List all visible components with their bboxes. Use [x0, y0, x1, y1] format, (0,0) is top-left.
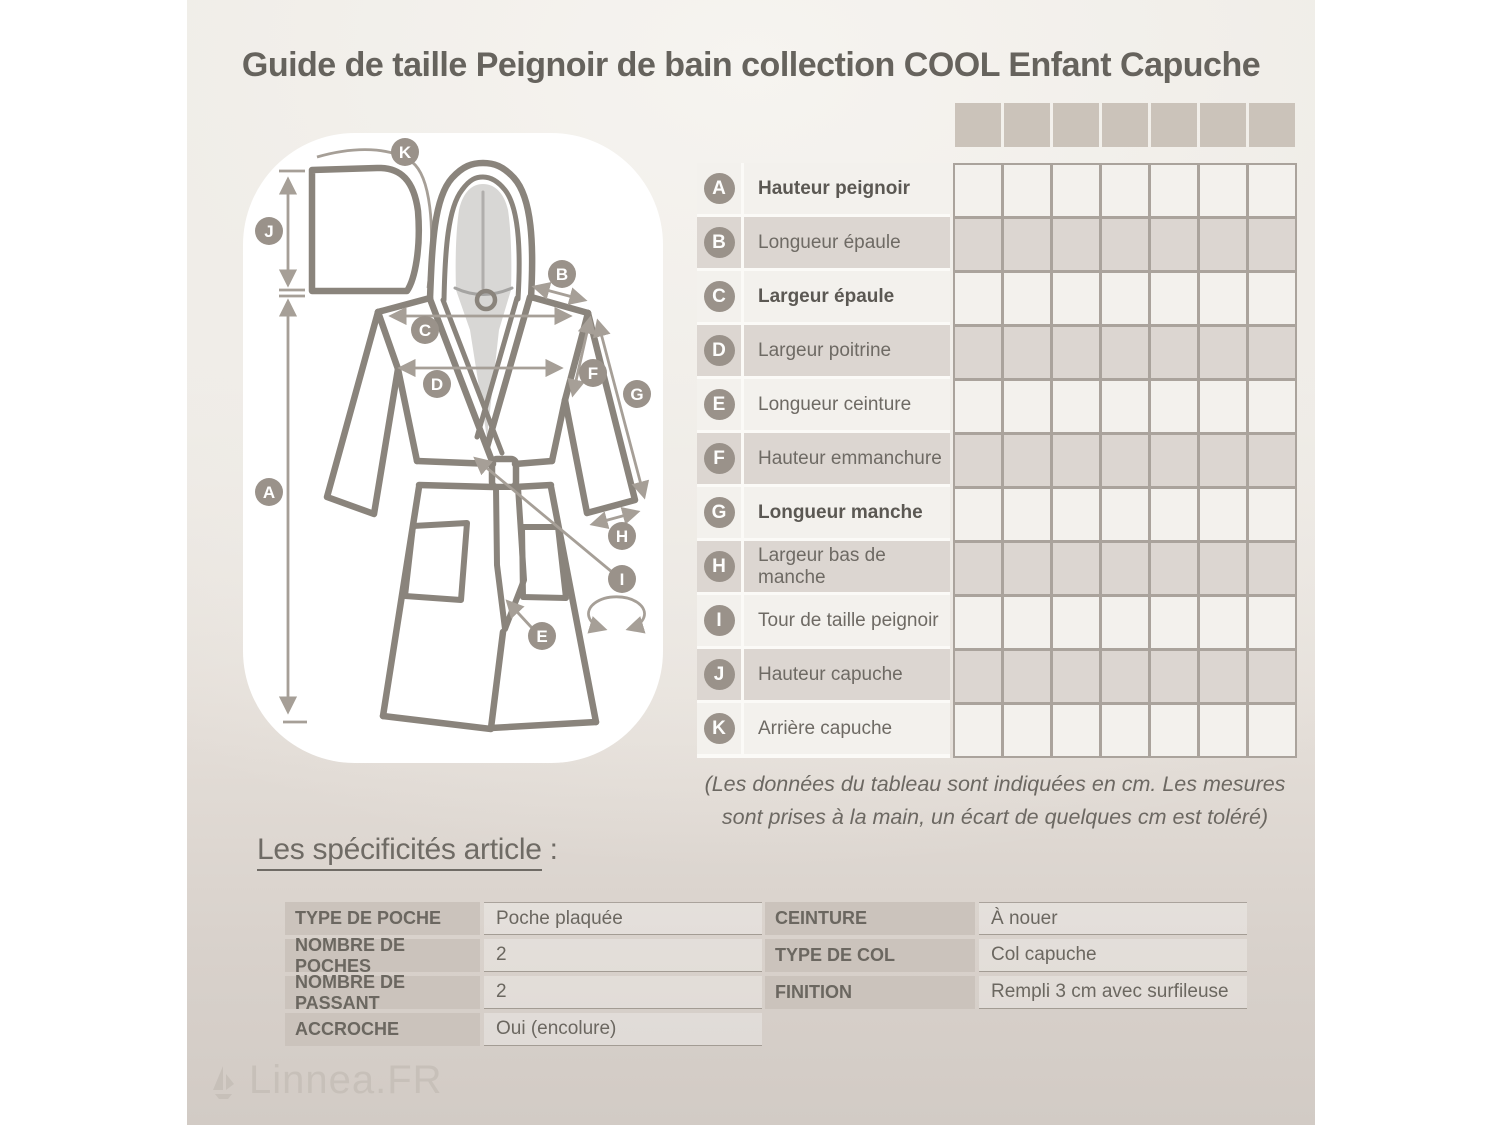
page-title: Guide de taille Peignoir de bain collection COOL Enfant Capuche [241, 46, 1261, 84]
size-value-cell [1249, 165, 1295, 216]
size-column-header-square [1200, 103, 1246, 147]
size-value-cell [1004, 219, 1050, 270]
letter-badge: K [704, 713, 735, 744]
size-value-cell [1249, 435, 1295, 486]
size-value-cell [1102, 165, 1148, 216]
size-value-cell [1200, 273, 1246, 324]
size-value-cell [1151, 489, 1197, 540]
spec-row [285, 971, 762, 1013]
letter-badge: G [704, 497, 735, 528]
size-value-cell [1102, 273, 1148, 324]
letter-cell [697, 649, 741, 700]
letter-cell [697, 703, 741, 754]
size-value-cell [1004, 381, 1050, 432]
spec-value: Rempli 3 cm avec surfileuse [979, 976, 1247, 1009]
size-value-cell [955, 165, 1001, 216]
letter-badge: C [704, 281, 735, 312]
spec-value: 2 [484, 939, 762, 972]
size-value-cell [1200, 165, 1246, 216]
watermark-boat-icon [209, 1060, 239, 1102]
size-value-cell [1151, 705, 1197, 756]
table-note-line2: sont prises à la main, un écart de quelques cm est toléré) [721, 805, 1269, 830]
measure-label: Longueur manche [744, 487, 950, 538]
size-value-cell [1102, 435, 1148, 486]
size-value-cell [1053, 489, 1099, 540]
size-value-cell [1249, 273, 1295, 324]
watermark-text: Linnea.FR [249, 1058, 443, 1102]
size-value-cell [955, 219, 1001, 270]
spec-row [765, 902, 1247, 935]
robe-measurement-diagram [243, 133, 663, 763]
letter-badge: J [704, 659, 735, 690]
measure-label: Hauteur emmanchure [744, 433, 950, 484]
svg-text:I: I [619, 570, 625, 589]
size-value-cell [1102, 327, 1148, 378]
spec-row [765, 976, 1247, 1009]
size-value-cell [1249, 219, 1295, 270]
size-value-cell [1053, 381, 1099, 432]
specs-heading [257, 833, 558, 867]
size-value-cell [1200, 435, 1246, 486]
size-value-cell [1151, 381, 1197, 432]
spec-label: FINITION [765, 976, 975, 1009]
letter-cell [697, 379, 741, 430]
size-value-cell [1151, 435, 1197, 486]
letter-badge: E [704, 389, 735, 420]
size-value-cell [1004, 435, 1050, 486]
measure-labels-grid [697, 163, 950, 758]
size-value-cell [955, 381, 1001, 432]
size-value-cell [1102, 219, 1148, 270]
marker-d [423, 370, 451, 398]
spec-row [285, 934, 762, 976]
spec-label: NOMBRE DE POCHES [285, 939, 480, 972]
size-value-cell [1249, 543, 1295, 594]
size-value-cell [955, 327, 1001, 378]
letter-badge: I [704, 605, 735, 636]
spec-row [285, 902, 762, 935]
marker-e [528, 622, 556, 650]
svg-text:B: B [555, 265, 569, 284]
letter-cell [697, 163, 741, 214]
spec-row [765, 939, 1247, 972]
spec-label: TYPE DE COL [765, 939, 975, 972]
size-value-cell [1053, 327, 1099, 378]
letter-cell [697, 271, 741, 322]
diagram-background-blob [243, 133, 663, 763]
letter-badge: B [704, 227, 735, 258]
size-value-cell [955, 489, 1001, 540]
specs-heading-text: Les spécificités article [257, 833, 542, 871]
site-watermark [209, 1058, 443, 1102]
letter-badge: H [704, 551, 735, 582]
measure-label: Hauteur peignoir [744, 163, 950, 214]
letter-badge: F [704, 443, 735, 474]
marker-j [255, 217, 283, 245]
measure-label: Largeur épaule [744, 271, 950, 322]
marker-c [411, 316, 439, 344]
size-value-cell [1053, 651, 1099, 702]
size-value-cell [1004, 597, 1050, 648]
measure-label: Arrière capuche [744, 703, 950, 754]
size-value-cell [1053, 543, 1099, 594]
size-value-cell [1053, 597, 1099, 648]
size-value-cell [1053, 705, 1099, 756]
size-value-cell [1249, 705, 1295, 756]
spec-label: ACCROCHE [285, 1013, 480, 1046]
size-values-grid [953, 163, 1297, 758]
specs-heading-colon: : [541, 833, 558, 866]
size-value-cell [1004, 705, 1050, 756]
marker-a [255, 478, 283, 506]
letter-badge: D [704, 335, 735, 366]
specs-table-left [285, 902, 762, 1050]
marker-i [608, 565, 636, 593]
letter-cell [697, 217, 741, 268]
letter-cell [697, 325, 741, 376]
size-value-cell [1151, 273, 1197, 324]
svg-text:A: A [262, 483, 276, 502]
spec-value: Oui (encolure) [484, 1013, 762, 1046]
letter-cell [697, 541, 741, 592]
size-value-cell [1053, 435, 1099, 486]
size-value-cell [1102, 489, 1148, 540]
size-value-cell [1102, 651, 1148, 702]
letter-badge: A [704, 173, 735, 204]
size-value-cell [1200, 543, 1246, 594]
spec-label: CEINTURE [765, 902, 975, 935]
spec-value: À nouer [979, 902, 1247, 935]
spec-value: Col capuche [979, 939, 1247, 972]
size-value-cell [1053, 273, 1099, 324]
size-value-cell [1004, 327, 1050, 378]
size-value-cell [955, 543, 1001, 594]
measure-label: Longueur ceinture [744, 379, 950, 430]
size-value-cell [1200, 489, 1246, 540]
measure-label: Largeur bas de manche [744, 541, 950, 592]
size-value-cell [1004, 489, 1050, 540]
size-value-cell [955, 273, 1001, 324]
marker-k [391, 138, 419, 166]
size-column-headers [955, 103, 1297, 147]
measure-label: Longueur épaule [744, 217, 950, 268]
size-value-cell [1151, 597, 1197, 648]
size-value-cell [1200, 219, 1246, 270]
size-column-header-square [1102, 103, 1148, 147]
measure-label: Hauteur capuche [744, 649, 950, 700]
spec-row [285, 1013, 762, 1046]
size-value-cell [1102, 381, 1148, 432]
size-value-cell [1151, 651, 1197, 702]
size-value-cell [1200, 381, 1246, 432]
size-column-header-square [1151, 103, 1197, 147]
content-panel [187, 0, 1315, 1125]
table-note-line1: (Les données du tableau sont indiquées en cm. Les mesures [704, 772, 1286, 796]
svg-text:J: J [264, 222, 274, 241]
spec-value: 2 [484, 976, 762, 1009]
size-value-cell [1249, 489, 1295, 540]
svg-text:F: F [587, 364, 599, 383]
table-note [692, 768, 1298, 835]
spec-label: TYPE DE POCHE [285, 902, 480, 935]
size-value-cell [1249, 651, 1295, 702]
letter-cell [697, 433, 741, 484]
size-table [697, 103, 1297, 758]
size-value-cell [1151, 219, 1197, 270]
size-value-cell [1102, 597, 1148, 648]
size-value-cell [1249, 597, 1295, 648]
size-value-cell [1200, 705, 1246, 756]
spec-value: Poche plaquée [484, 902, 762, 935]
marker-h [608, 522, 636, 550]
size-value-cell [1200, 327, 1246, 378]
svg-text:K: K [398, 143, 412, 162]
size-value-cell [1004, 543, 1050, 594]
measure-label: Largeur poitrine [744, 325, 950, 376]
size-value-cell [1004, 273, 1050, 324]
size-value-cell [1151, 543, 1197, 594]
size-value-cell [955, 651, 1001, 702]
svg-text:D: D [430, 375, 444, 394]
svg-text:C: C [418, 321, 432, 340]
size-value-cell [955, 597, 1001, 648]
svg-text:H: H [615, 527, 629, 546]
size-value-cell [1102, 705, 1148, 756]
size-value-cell [955, 705, 1001, 756]
size-value-cell [1151, 327, 1197, 378]
spec-label: NOMBRE DE PASSANT [285, 976, 480, 1009]
size-value-cell [1249, 381, 1295, 432]
letter-cell [697, 595, 741, 646]
specs-table-right [765, 902, 1247, 1013]
size-column-header-square [1004, 103, 1050, 147]
size-value-cell [1200, 597, 1246, 648]
letter-cell [697, 487, 741, 538]
size-value-cell [1102, 543, 1148, 594]
marker-g [623, 380, 651, 408]
size-value-cell [1249, 327, 1295, 378]
svg-text:E: E [536, 627, 548, 646]
size-column-header-square [955, 103, 1001, 147]
marker-f [579, 359, 607, 387]
marker-b [548, 260, 576, 288]
size-value-cell [955, 435, 1001, 486]
size-value-cell [1200, 651, 1246, 702]
size-value-cell [1053, 219, 1099, 270]
svg-text:G: G [630, 385, 644, 404]
measure-label: Tour de taille peignoir [744, 595, 950, 646]
size-value-cell [1053, 165, 1099, 216]
size-value-cell [1004, 165, 1050, 216]
size-value-cell [1004, 651, 1050, 702]
size-column-header-square [1249, 103, 1295, 147]
size-value-cell [1151, 165, 1197, 216]
size-column-header-square [1053, 103, 1099, 147]
